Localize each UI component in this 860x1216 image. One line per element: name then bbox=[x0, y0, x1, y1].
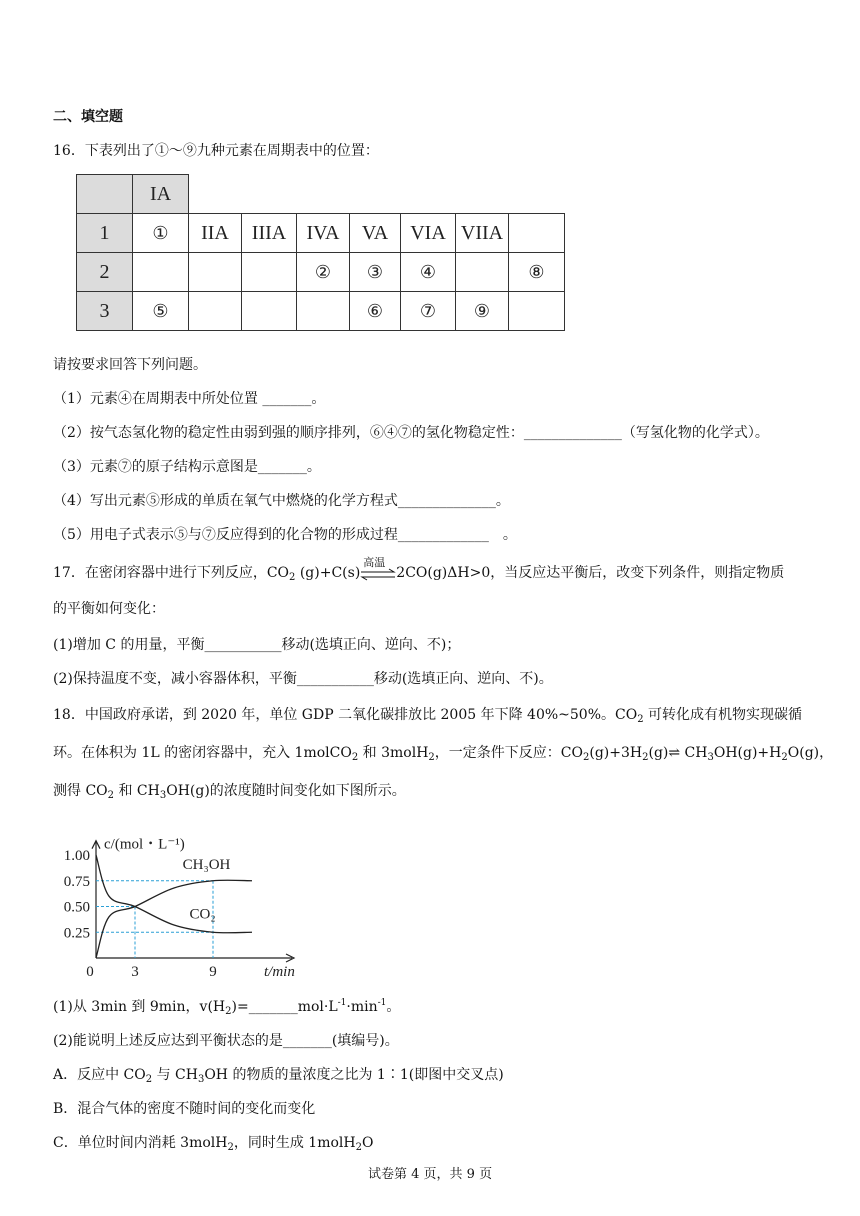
q16-item-5: （5）用电子式表示⑤与⑦反应得到的化合物的形成过程_____________ 。 bbox=[53, 527, 517, 543]
reaction-condition: 高温 bbox=[363, 556, 386, 569]
cell-element-5: ⑤ bbox=[133, 292, 189, 331]
q17-item-1: (1)增加 C 的用量，平衡___________移动(选填正向、逆向、不)； bbox=[53, 637, 461, 653]
y-axis-label: c/(mol・L⁻¹) bbox=[104, 836, 185, 853]
group-header-via: VIA bbox=[401, 214, 456, 253]
group-header-viia: VIIA bbox=[456, 214, 509, 253]
page-footer: 试卷第 4 页，共 9 页 bbox=[368, 1167, 493, 1182]
y-tick-label: 1.00 bbox=[63, 848, 90, 864]
group-header-iva: IVA bbox=[297, 214, 350, 253]
q17-stem-line2: 的平衡如何变化： bbox=[53, 601, 165, 617]
cell-element-7: ⑦ bbox=[401, 292, 456, 331]
group-header-ia: IA bbox=[133, 175, 189, 214]
q17-item-2: (2)保持温度不变，减小容器体积，平衡___________移动(选填正向、逆向、不)。 bbox=[53, 671, 553, 687]
group-header-va: VA bbox=[350, 214, 401, 253]
periodic-table bbox=[76, 174, 565, 331]
q16-item-4: （4）写出元素⑤形成的单质在氧气中燃烧的化学方程式______________。 bbox=[53, 493, 510, 509]
group-header-iiia: IIIA bbox=[242, 214, 297, 253]
q16-item-3: （3）元素⑦的原子结构示意图是_______。 bbox=[53, 459, 321, 475]
group-header-iia: IIA bbox=[189, 214, 242, 253]
y-tick-label: 0.25 bbox=[63, 925, 90, 942]
q18-line-3: 测得 $CO_2$ 和 $CH_3OH(g)$的浓度随时间变化如下图所示。 bbox=[53, 783, 406, 801]
q16-item-1: （1）元素④在周期表中所处位置 _______。 bbox=[53, 391, 326, 407]
q16-instruction: 请按要求回答下列问题。 bbox=[53, 357, 207, 373]
cell-element-2: ② bbox=[297, 253, 350, 292]
period-label-2: 2 bbox=[77, 253, 133, 292]
q18-item-2: (2)能说明上述反应达到平衡状态的是_______(填编号)。 bbox=[53, 1033, 399, 1049]
x-axis-label: t/min bbox=[264, 964, 295, 980]
cell-element-8: ⑧ bbox=[509, 253, 565, 292]
equilibrium-arrow bbox=[360, 556, 396, 580]
cell-element-3: ③ bbox=[350, 253, 401, 292]
q16-stem: 16．下表列出了①～⑨九种元素在周期表中的位置： bbox=[53, 143, 379, 159]
period-label-1: 1 bbox=[77, 214, 133, 253]
concentration-chart bbox=[50, 808, 300, 983]
cell-element-9: ⑨ bbox=[456, 292, 509, 331]
q18-line-2: 环。在体积为 1L 的密闭容器中，充入 1molCO$_2$ 和 3molH$_2$，一定条件下反应：$CO_2(g)+3H_2(g)\rightleftharpoons$ $CH_3OH(g)+H_2O(g)$， bbox=[53, 745, 834, 763]
q18-item-1: (1)从 3min 到 9min，$v(H_2)=\_\_\_\_\_\_\_mol\cdot L^{-1}\cdot\min^{-1}$。 bbox=[53, 998, 401, 1017]
series-label-co2: CO₂ bbox=[189, 906, 216, 923]
q17-stem: 17．在密闭容器中进行下列反应，$CO_2$ (g)+C(s) 高温 2CO(g)ΔH>0，当反应达平衡后，改变下列条件，则指定物质 bbox=[53, 556, 785, 583]
series-line-ch3oh bbox=[96, 880, 252, 958]
q18-option-c: C．单位时间内消耗 3molH$_2$，同时生成 1molH$_2$O bbox=[53, 1135, 374, 1153]
x-tick-label: 3 bbox=[131, 964, 139, 980]
y-tick-label: 0.50 bbox=[63, 899, 90, 916]
y-tick-label: 0.75 bbox=[63, 873, 90, 890]
q16-item-2: （2）按气态氢化物的稳定性由弱到强的顺序排列，⑥④⑦的氢化物稳定性：______________（写氢化物的化学式）。 bbox=[53, 425, 769, 441]
section-title: 二、填空题 bbox=[53, 109, 123, 125]
series-label-ch3oh: CH₃OH bbox=[182, 856, 231, 873]
q18-option-b: B．混合气体的密度不随时间的变化而变化 bbox=[53, 1101, 316, 1117]
x-tick-label: 0 bbox=[86, 964, 94, 980]
cell-element-1: ① bbox=[133, 214, 189, 253]
cell-element-4: ④ bbox=[401, 253, 456, 292]
cell-element-6: ⑥ bbox=[350, 292, 401, 331]
q18-line-1: 18．中国政府承诺，到 2020 年，单位 GDP 二氧化碳排放比 2005 年下降 40%~50%。$CO_2$ 可转化成有机物实现碳循 bbox=[53, 707, 803, 725]
period-label-3: 3 bbox=[77, 292, 133, 331]
x-tick-label: 9 bbox=[209, 964, 217, 980]
q18-option-a: A．反应中 $CO_2$ 与 $CH_3OH$ 的物质的量浓度之比为 1∶1(即图中交叉点) bbox=[53, 1067, 504, 1085]
